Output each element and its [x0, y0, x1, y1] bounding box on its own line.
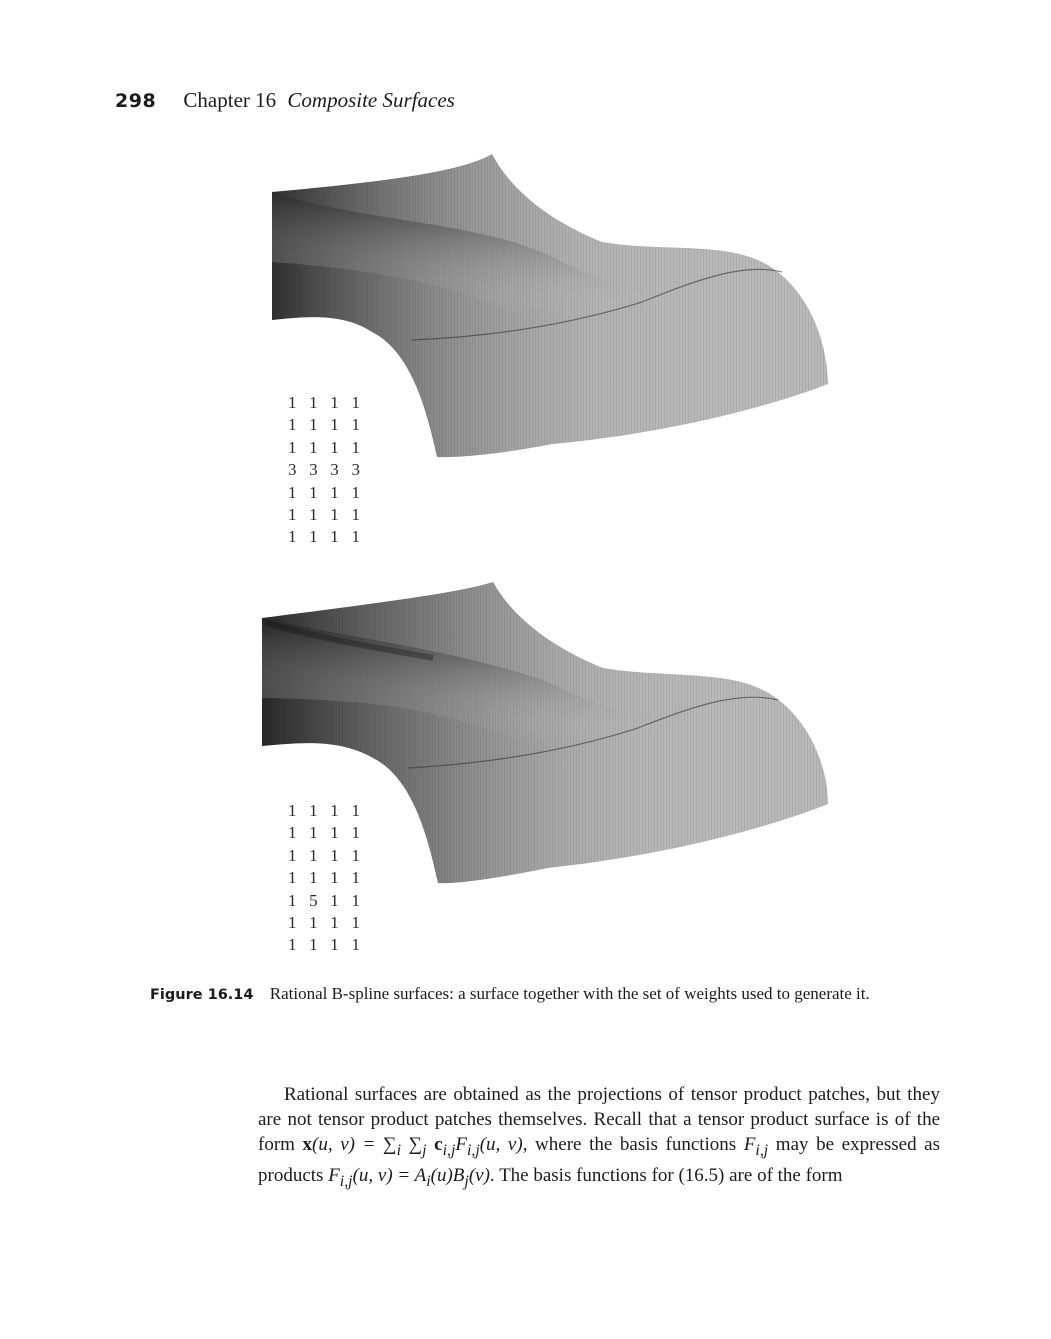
math-basis-F: F [455, 1134, 467, 1155]
weights-row: 1 1 1 1 [288, 823, 365, 843]
math-sum-symbol: ∑ [400, 1134, 423, 1155]
body-text-run: may be expressed as products [258, 1134, 940, 1186]
math-sum-symbol: ∑ [383, 1134, 397, 1155]
math-basis-F: F [328, 1164, 340, 1186]
weights-row: 1 1 1 1 [288, 505, 365, 525]
running-head [115, 88, 455, 113]
weights-row: 1 1 1 1 [288, 935, 365, 955]
weights-grid-top [288, 392, 364, 549]
math-expression: (u, v) = A [352, 1164, 427, 1186]
weights-grid-bottom [288, 800, 364, 957]
weights-row: 1 1 1 1 [288, 913, 365, 933]
weights-row: 1 1 1 1 [288, 415, 365, 435]
math-subscript: j [422, 1141, 427, 1159]
math-subscript: i,j [755, 1141, 769, 1159]
figure-caption [150, 984, 870, 1004]
weights-row: 1 1 1 1 [288, 801, 365, 820]
caption-label: Figure 16.14 [150, 987, 254, 1003]
weights-row: 3 3 3 3 [288, 460, 365, 480]
math-basis-F: F [743, 1134, 756, 1155]
body-paragraph [258, 1082, 940, 1194]
math-subscript: i,j [339, 1172, 353, 1190]
math-subscript: j [464, 1172, 469, 1190]
weights-row: 1 1 1 1 [288, 845, 365, 865]
weights-row: 1 1 1 1 [288, 437, 365, 457]
math-subscript: i,j [466, 1141, 480, 1159]
page-number: 298 [115, 90, 157, 112]
body-text-run: Rational surfaces are obtained as the projections of tensor product patches, but they are not tensor product patches themselves. Recall that a tensor product surface is of the form [258, 1084, 940, 1155]
body-text-run: . The basis functions for (16.5) are of the form [489, 1164, 843, 1186]
body-text-run: , where the basis functions [522, 1134, 744, 1155]
weights-row: 1 1 1 1 [288, 868, 365, 888]
weights-row: 1 1 1 1 [288, 482, 365, 502]
math-uv: (u, v) [479, 1134, 523, 1155]
chapter-title: Composite Surfaces [287, 88, 455, 112]
caption-text: Rational B-spline surfaces: a surface together with the set of weights used to generate it. [269, 984, 870, 1003]
math-subscript: i,j [442, 1141, 456, 1159]
math-subscript: i [426, 1172, 431, 1190]
math-vector-x: x [302, 1134, 313, 1155]
weights-row: 1 1 1 1 [288, 393, 365, 412]
paragraph [258, 1082, 940, 1194]
weights-row: 1 1 1 1 [288, 527, 365, 547]
chapter-label: Chapter 16 [183, 88, 277, 112]
math-expression: (u)B [430, 1164, 465, 1186]
math-subscript: i [396, 1141, 401, 1159]
math-expression: (v) [468, 1164, 490, 1186]
math-coefficient: c [426, 1134, 443, 1155]
weights-row: 1 5 1 1 [288, 890, 365, 910]
math-uv: (u, v) = [312, 1134, 384, 1155]
